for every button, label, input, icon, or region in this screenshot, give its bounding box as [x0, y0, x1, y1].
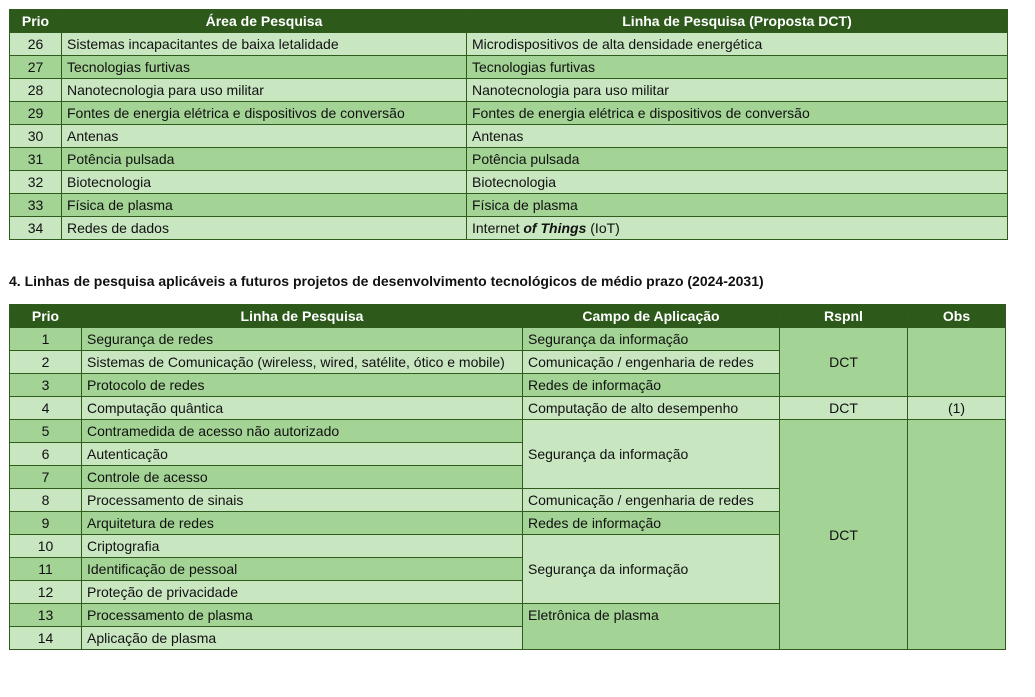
cell-prio: 33: [10, 194, 62, 217]
cell-area: Tecnologias furtivas: [62, 56, 467, 79]
cell-campo: Computação de alto desempenho: [523, 397, 780, 420]
cell-campo: Eletrônica de plasma: [523, 604, 780, 650]
cell-prio: 30: [10, 125, 62, 148]
cell-rspnl: DCT: [780, 420, 908, 650]
cell-linha: Microdispositivos de alta densidade energética: [467, 33, 1008, 56]
cell-prio: 28: [10, 79, 62, 102]
table-row: [10, 102, 1008, 125]
cell-campo: Segurança da informação: [523, 420, 780, 489]
table-row: [10, 328, 1006, 351]
cell-prio: 6: [10, 443, 82, 466]
header-rspnl: Rspnl: [780, 305, 908, 328]
cell-linha: Processamento de sinais: [82, 489, 523, 512]
cell-linha: Criptografia: [82, 535, 523, 558]
cell-prio: 27: [10, 56, 62, 79]
cell-prio: 2: [10, 351, 82, 374]
cell-linha: Arquitetura de redes: [82, 512, 523, 535]
cell-area: Biotecnologia: [62, 171, 467, 194]
cell-area: Antenas: [62, 125, 467, 148]
cell-rspnl: DCT: [780, 397, 908, 420]
cell-campo: Redes de informação: [523, 512, 780, 535]
cell-area: Sistemas incapacitantes de baixa letalidade: [62, 33, 467, 56]
table-row: [10, 217, 1008, 240]
cell-linha: Controle de acesso: [82, 466, 523, 489]
header-linha: Linha de Pesquisa (Proposta DCT): [467, 10, 1008, 33]
cell-linha: Aplicação de plasma: [82, 627, 523, 650]
cell-linha: Computação quântica: [82, 397, 523, 420]
cell-prio: 31: [10, 148, 62, 171]
cell-prio: 13: [10, 604, 82, 627]
cell-prio: 12: [10, 581, 82, 604]
linha-suffix: (IoT): [586, 220, 620, 236]
cell-prio: 11: [10, 558, 82, 581]
cell-linha: Tecnologias furtivas: [467, 56, 1008, 79]
table-row: [10, 420, 1006, 443]
cell-prio: 3: [10, 374, 82, 397]
cell-linha: Potência pulsada: [467, 148, 1008, 171]
cell-linha: Sistemas de Comunicação (wireless, wired, satélite, ótico e mobile): [82, 351, 523, 374]
cell-campo: Comunicação / engenharia de redes: [523, 489, 780, 512]
cell-prio: 8: [10, 489, 82, 512]
header-campo: Campo de Aplicação: [523, 305, 780, 328]
research-areas-table: [9, 9, 1008, 240]
header-prio: Prio: [10, 10, 62, 33]
cell-linha: Fontes de energia elétrica e dispositivos de conversão: [467, 102, 1008, 125]
cell-prio: 4: [10, 397, 82, 420]
header-area: Área de Pesquisa: [62, 10, 467, 33]
cell-linha: Contramedida de acesso não autorizado: [82, 420, 523, 443]
table-row: [10, 79, 1008, 102]
cell-linha: Antenas: [467, 125, 1008, 148]
cell-linha: Proteção de privacidade: [82, 581, 523, 604]
cell-obs: (1): [908, 397, 1006, 420]
cell-linha: Identificação de pessoal: [82, 558, 523, 581]
cell-area: Redes de dados: [62, 217, 467, 240]
header-obs: Obs: [908, 305, 1006, 328]
linha-italic: of Things: [523, 220, 587, 236]
cell-linha: Biotecnologia: [467, 171, 1008, 194]
table-row: [10, 148, 1008, 171]
cell-linha: Segurança de redes: [82, 328, 523, 351]
table-header-row: [10, 305, 1006, 328]
cell-prio: 10: [10, 535, 82, 558]
cell-campo: Segurança da informação: [523, 328, 780, 351]
table-row: [10, 171, 1008, 194]
cell-area: Fontes de energia elétrica e dispositivos de conversão: [62, 102, 467, 125]
cell-campo: Comunicação / engenharia de redes: [523, 351, 780, 374]
cell-obs: [908, 420, 1006, 650]
cell-area: Nanotecnologia para uso militar: [62, 79, 467, 102]
cell-prio: 14: [10, 627, 82, 650]
cell-linha: Nanotecnologia para uso militar: [467, 79, 1008, 102]
table-row: [10, 125, 1008, 148]
linha-prefix: Internet: [472, 220, 524, 236]
cell-area: Potência pulsada: [62, 148, 467, 171]
cell-linha: [467, 217, 1008, 240]
cell-prio: 32: [10, 171, 62, 194]
header-linha: Linha de Pesquisa: [82, 305, 523, 328]
table-row: [10, 56, 1008, 79]
cell-linha: Processamento de plasma: [82, 604, 523, 627]
cell-rspnl: DCT: [780, 328, 908, 397]
section-heading: 4. Linhas de pesquisa aplicáveis a futuros projetos de desenvolvimento tecnológicos de médio prazo (2024-2031): [9, 273, 764, 289]
cell-prio: 7: [10, 466, 82, 489]
cell-area: Física de plasma: [62, 194, 467, 217]
table-header-row: [10, 10, 1008, 33]
table-row: [10, 33, 1008, 56]
cell-prio: 1: [10, 328, 82, 351]
cell-campo: Redes de informação: [523, 374, 780, 397]
cell-linha: Física de plasma: [467, 194, 1008, 217]
cell-prio: 29: [10, 102, 62, 125]
cell-linha: Protocolo de redes: [82, 374, 523, 397]
header-prio: Prio: [10, 305, 82, 328]
table-row: [10, 194, 1008, 217]
cell-campo: Segurança da informação: [523, 535, 780, 604]
research-lines-table: [9, 304, 1006, 650]
cell-prio: 26: [10, 33, 62, 56]
cell-linha: Autenticação: [82, 443, 523, 466]
cell-prio: 5: [10, 420, 82, 443]
cell-obs: [908, 328, 1006, 397]
cell-prio: 34: [10, 217, 62, 240]
table-row: [10, 397, 1006, 420]
cell-prio: 9: [10, 512, 82, 535]
